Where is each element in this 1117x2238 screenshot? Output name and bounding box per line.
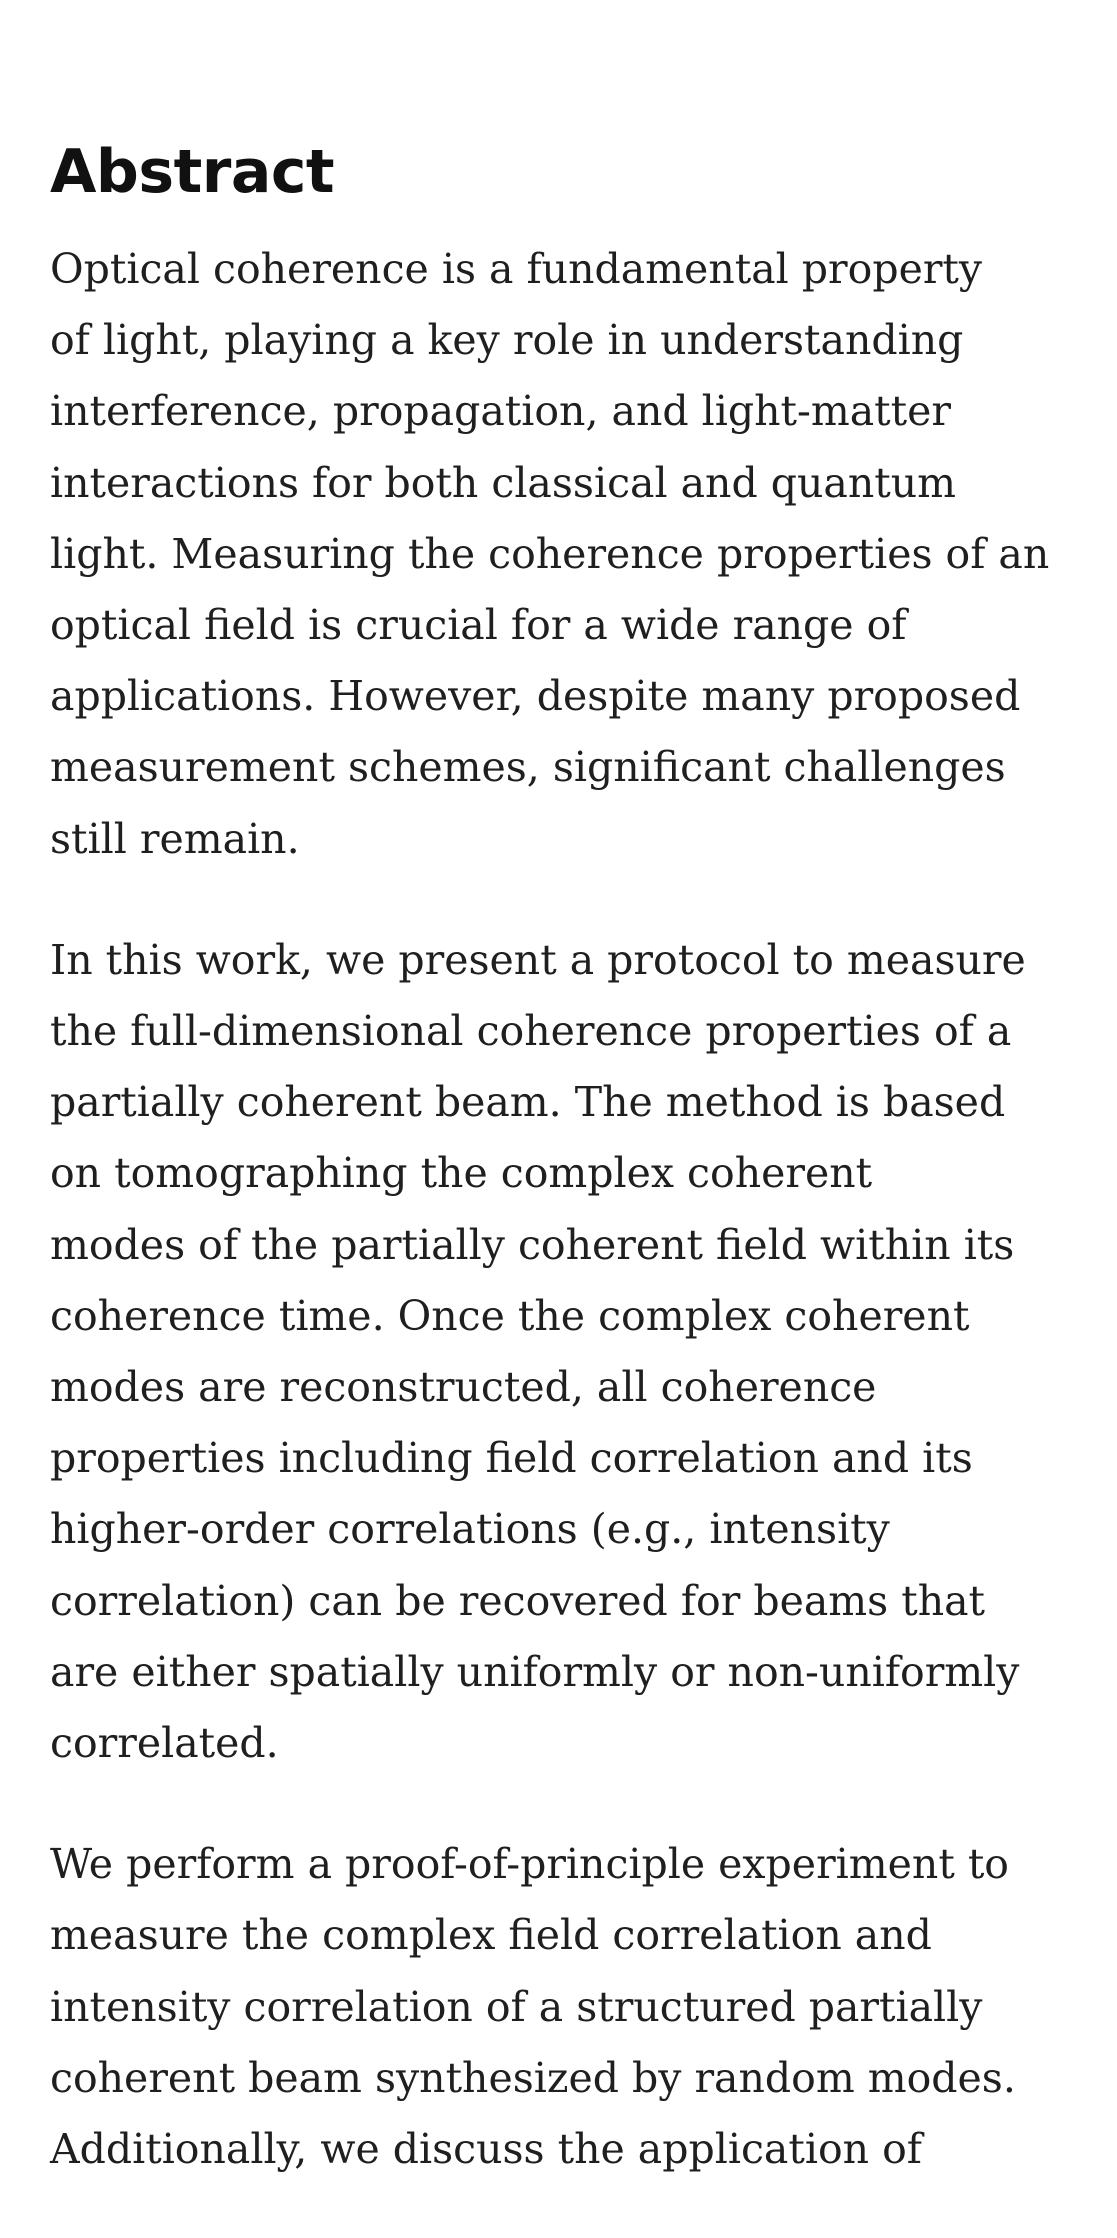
text-line: In this work, we present a protocol to measure [50,935,1026,984]
abstract-paragraph-1 [50,234,1100,875]
text-line: measurement schemes, significant challenges [50,743,1006,792]
text-line: Additionally, we discuss the application of [50,2125,922,2174]
text-line: of light, playing a key role in understanding [50,316,964,365]
text-line: We perform a proof-of-principle experiment to [50,1840,1009,1889]
text-line: the full-dimensional coherence properties of a [50,1007,1012,1056]
text-line: correlation) can be recovered for beams that [50,1576,986,1625]
text-line: modes are reconstructed, all coherence [50,1363,877,1412]
text-line: coherence time. Once the complex coherent [50,1291,970,1340]
text-line: modes of the partially coherent field within its [50,1220,1015,1269]
text-line: Optical coherence is a fundamental property [50,245,983,293]
abstract-paragraph-2 [50,925,1100,1779]
abstract-section [50,132,1100,2235]
text-line: measure the complex field correlation and [50,1911,932,1960]
abstract-paragraph-3 [50,1829,1100,2185]
text-line: are either spatially uniformly or non-uniformly [50,1647,1020,1696]
text-line: correlated. [50,1719,279,1768]
abstract-heading: Abstract [50,137,335,207]
text-line: coherent beam synthesized by random modes. [50,2053,1016,2102]
text-line: higher-order correlations (e.g., intensity [50,1505,890,1554]
text-line: interference, propagation, and light-matter [50,387,951,436]
text-line: optical field is crucial for a wide range of [50,601,907,650]
text-line: on tomographing the complex coherent [50,1149,873,1198]
text-line: still remain. [50,814,300,863]
text-line: properties including field correlation and its [50,1434,973,1483]
text-line: partially coherent beam. The method is based [50,1078,1006,1127]
text-line: light. Measuring the coherence properties of an [50,529,1050,578]
text-line: intensity correlation of a structured partially [50,1982,983,2031]
text-line: interactions for both classical and quantum [50,458,957,507]
text-line: applications. However, despite many proposed [50,672,1021,721]
